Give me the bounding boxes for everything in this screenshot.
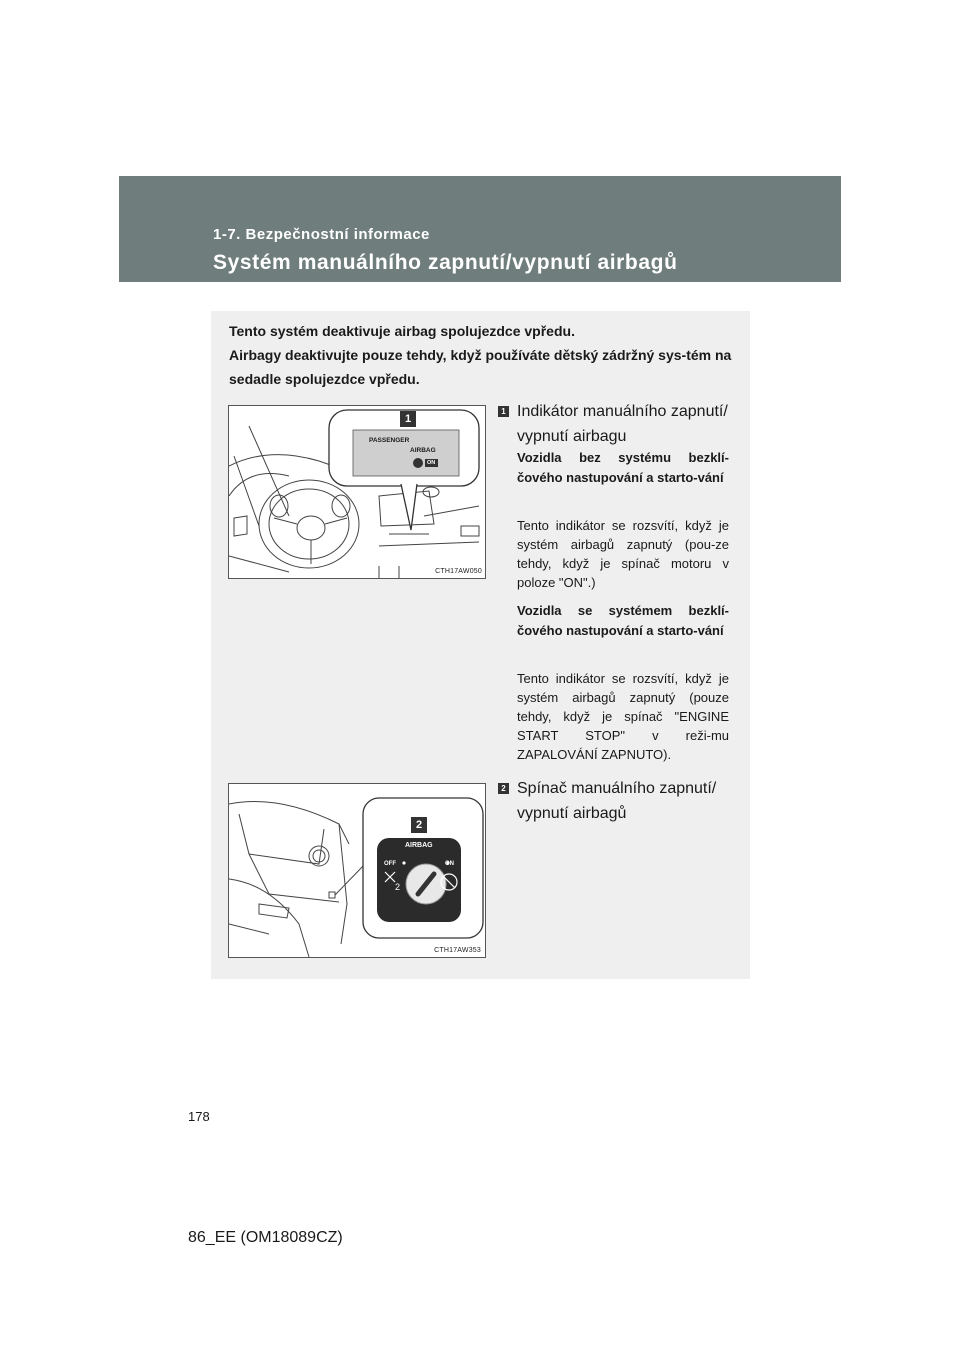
callout-number-1: 1 (400, 411, 416, 427)
figure-code: CTH17AW050 (435, 568, 482, 575)
intro-text (229, 319, 739, 391)
item-badge-1: 1 (498, 406, 509, 417)
switch-illustration (229, 784, 485, 957)
page-number: 178 (188, 1109, 210, 1124)
callout-number-2: 2 (411, 817, 427, 833)
figure-dashboard-indicator (228, 405, 486, 579)
switch-label-airbag: AIRBAG (405, 842, 433, 849)
text-keyless-with: Tento indikátor se rozsvítí, když je systém airbagů zapnutý (pouze tehdy, když je spínač "ENGINE START STOP" v reži-mu ZAPALOVÁNÍ ZAPNUTO). (517, 671, 729, 762)
item-title-2: Spínač manuálního zapnutí/ vypnutí airbagů (517, 780, 717, 822)
section-header (119, 176, 841, 282)
label-airbag: AIRBAG (410, 447, 436, 454)
figure-code: CTH17AW353 (434, 947, 481, 954)
switch-label-off: OFF (384, 861, 396, 867)
subhead-keyless-without: Vozidla bez systému bezklí-čového nastupování a starto-vání (517, 450, 729, 485)
figure-airbag-switch (228, 783, 486, 958)
page-title: Systém manuálního zapnutí/vypnutí airbagů (213, 251, 678, 274)
text-keyless-without: Tento indikátor se rozsvítí, když je systém airbagů zapnutý (pou-ze tehdy, když je spínač motoru v poloze "ON".) (517, 518, 729, 590)
intro-line-2: Airbagy deaktivujte pouze tehdy, když používáte dětský zádržný sys-tém na sedadle spolujezdce vpředu. (229, 347, 732, 387)
item-title-1: Indikátor manuálního zapnutí/ vypnutí airbagu (517, 403, 728, 445)
content-panel (211, 311, 750, 979)
document-code: 86_EE (OM18089CZ) (188, 1229, 343, 1246)
item-badge-2: 2 (498, 783, 509, 794)
switch-label-on: ON (445, 861, 454, 867)
subhead-keyless-with: Vozidla se systémem bezklí-čového nastupování a starto-vání (517, 603, 729, 638)
section-label: 1-7. Bezpečnostní informace (213, 226, 430, 243)
intro-line-1: Tento systém deaktivuje airbag spolujezdce vpředu. (229, 323, 575, 339)
label-on: ON (427, 460, 436, 466)
label-passenger: PASSENGER (369, 437, 410, 444)
switch-label-two: 2 (395, 882, 401, 892)
dashboard-illustration (229, 406, 485, 578)
